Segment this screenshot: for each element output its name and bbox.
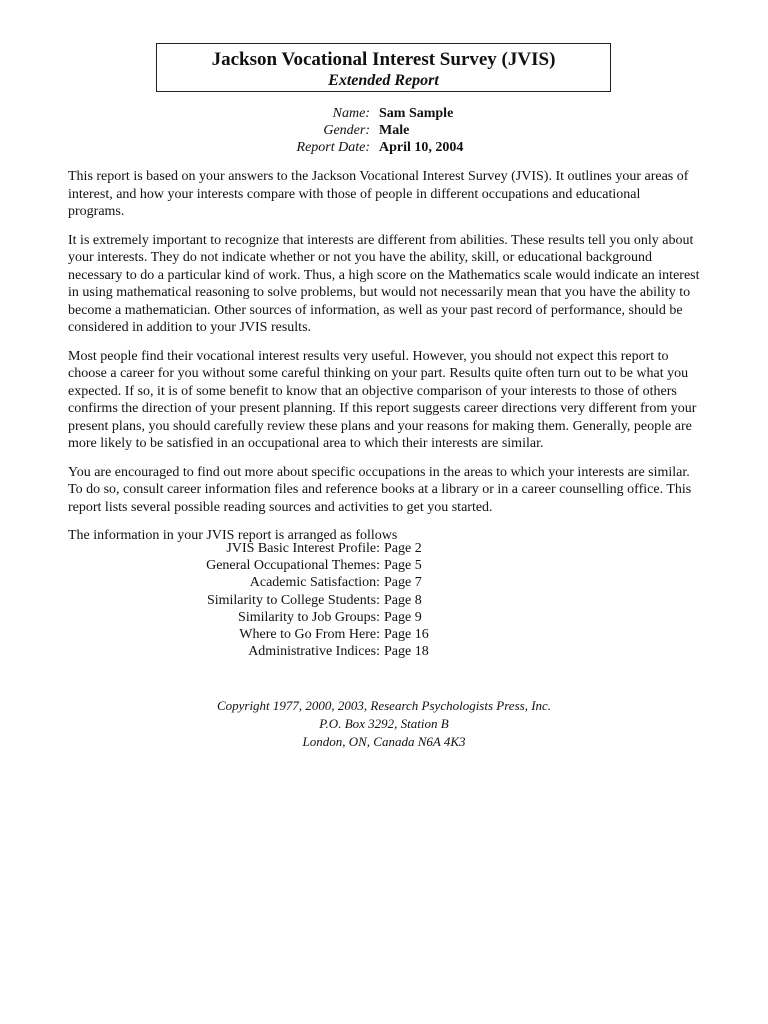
toc-page: Page 9 <box>384 609 422 625</box>
table-of-contents <box>0 540 768 660</box>
toc-row <box>0 609 768 626</box>
info-value: Sam Sample <box>379 106 454 121</box>
paragraph: This report is based on your answers to the Jackson Vocational Interest Survey (JVIS). It outlines your areas of interest, and how your interests compare with those of people in different occupations and educational programs. <box>68 169 689 219</box>
report-body <box>68 168 700 556</box>
copyright-line: Copyright 1977, 2000, 2003, Research Psychologists Press, Inc. <box>216 698 552 713</box>
info-row-gender <box>0 122 768 139</box>
toc-row <box>0 626 768 643</box>
toc-row <box>0 643 768 660</box>
info-label: Name: <box>332 106 370 121</box>
toc-row <box>0 557 768 574</box>
toc-label: JVIS Basic Interest Profile: <box>226 541 380 556</box>
paragraph: It is extremely important to recognize that interests are different from abilities. These results tell you only about your interests. They do not indicate whether or not you have the ability, skill, or educational background necessary to do a particular kind of work. Thus, a high score on the Mathematics scale would indicate an interest in using mathematical reasoning to solve problems, but would not necessarily mean that you have the ability to become a mathematician. Other sources of information, as well as your past record of performance, should be considered in addition to your JVIS results. <box>68 232 700 335</box>
info-value: Male <box>379 123 410 138</box>
title-box <box>156 43 611 92</box>
toc-page: Page 16 <box>384 626 429 642</box>
info-row-report-date <box>0 139 768 156</box>
toc-label: Academic Satisfaction: <box>249 575 380 591</box>
paragraph: Most people find their vocational interest results very useful. However, you should not expect this report to choose a career for you without some careful thinking on your part. Results quite often turn out to be what you expected. If so, it is of some benefit to know that an objective comparison of your interests to those of others confirms the direction of your present planning. If this report suggests career directions very different from your present plans, you should carefully review these plans and your reasons for making them. Generally, people are more likely to be satisfied in an occupational area to which their interests are similar. <box>68 348 697 451</box>
toc-label: Administrative Indices: <box>248 644 380 660</box>
report-subtitle: Extended Report <box>328 72 439 89</box>
address-line: London, ON, Canada N6A 4K3 <box>302 734 466 749</box>
paragraph: You are encouraged to find out more about specific occupations in the areas to which your interests are similar. To do so, consult career information files and reference books at a library or in a career counselling office. This report lists several possible reading sources and activities to get you started. <box>68 464 692 515</box>
info-value: April 10, 2004 <box>379 140 464 155</box>
toc-row <box>0 540 768 557</box>
toc-row <box>0 592 768 609</box>
toc-label: Similarity to College Students: <box>206 592 380 608</box>
paragraph: The information in your JVIS report is arranged as follows <box>68 528 398 543</box>
report-title: Jackson Vocational Interest Survey (JVIS) <box>211 49 556 70</box>
toc-page: Page 8 <box>384 592 422 608</box>
respondent-info <box>0 105 768 156</box>
toc-label: Where to Go From Here: <box>239 626 380 642</box>
info-row-name <box>0 105 768 122</box>
toc-page: Page 7 <box>384 575 422 591</box>
toc-label: General Occupational Themes: <box>206 558 380 574</box>
copyright-block <box>0 697 768 751</box>
address-line: P.O. Box 3292, Station B <box>319 716 449 731</box>
toc-page: Page 2 <box>384 541 422 556</box>
toc-row <box>0 574 768 591</box>
toc-page: Page 5 <box>384 558 422 574</box>
info-label: Report Date: <box>296 140 370 155</box>
info-label: Gender: <box>323 123 370 138</box>
toc-label: Similarity to Job Groups: <box>238 609 380 625</box>
toc-page: Page 18 <box>384 644 429 660</box>
